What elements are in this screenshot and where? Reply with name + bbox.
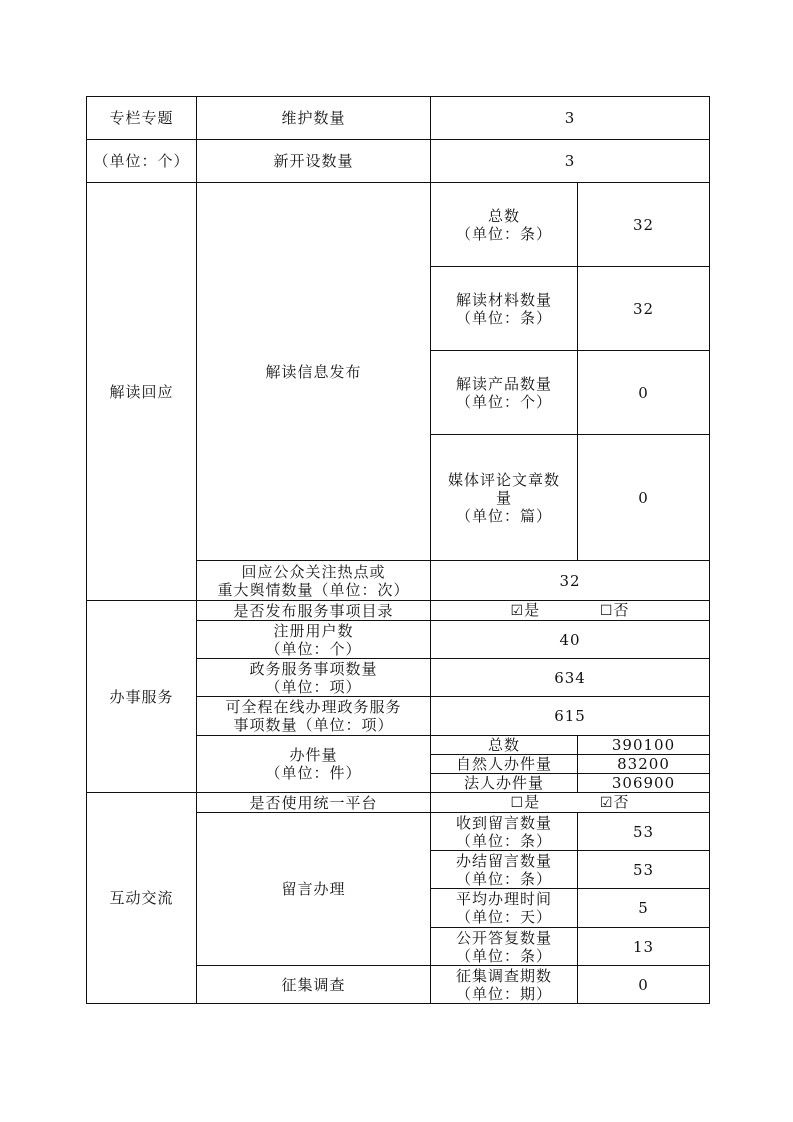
- catalog-no-option[interactable]: ☐否: [599, 601, 630, 619]
- media-value: 0: [578, 435, 710, 561]
- publish-label: 解读信息发布: [197, 183, 431, 561]
- received-value: 53: [578, 813, 710, 851]
- public-reply-value: 13: [578, 928, 710, 966]
- items-label: 政务服务事项数量 （单位：项）: [197, 659, 431, 697]
- items-value: 634: [431, 659, 710, 697]
- catalog-yes-option[interactable]: ☑是: [510, 601, 541, 619]
- online-label: 可全程在线办理政务服务 事项数量（单位：项）: [197, 697, 431, 736]
- users-value: 40: [431, 621, 710, 659]
- report-table: [86, 96, 710, 1004]
- special-label-bottom: （单位：个）: [87, 140, 197, 183]
- maintain-label: 维护数量: [197, 97, 431, 140]
- product-value: 0: [578, 351, 710, 435]
- interpret-label: 解读回应: [87, 183, 197, 601]
- platform-options: [431, 793, 710, 813]
- checked-box-icon: ☑: [599, 795, 614, 811]
- cases-label: 办件量 （单位：件）: [197, 736, 431, 793]
- closed-value: 53: [578, 851, 710, 889]
- interpret-total-value: 32: [578, 183, 710, 267]
- checked-box-icon: ☑: [510, 603, 525, 619]
- cases-legal-value: 306900: [578, 774, 710, 793]
- users-label: 注册用户数 （单位：个）: [197, 621, 431, 659]
- cases-natural-value: 83200: [578, 755, 710, 774]
- closed-label: 办结留言数量 （单位：条）: [431, 851, 578, 889]
- new-value: 3: [431, 140, 710, 183]
- empty-box-icon: ☐: [510, 795, 525, 811]
- cases-natural-label: 自然人办件量: [431, 755, 578, 774]
- survey-periods-value: 0: [578, 966, 710, 1004]
- interpret-total-label: 总数 （单位：条）: [431, 183, 578, 267]
- catalog-label: 是否发布服务事项目录: [197, 601, 431, 621]
- survey-periods-label: 征集调查期数 （单位：期）: [431, 966, 578, 1004]
- maintain-value: 3: [431, 97, 710, 140]
- product-label: 解读产品数量 （单位：个）: [431, 351, 578, 435]
- material-label: 解读材料数量 （单位：条）: [431, 267, 578, 351]
- cases-legal-label: 法人办件量: [431, 774, 578, 793]
- platform-label: 是否使用统一平台: [197, 793, 431, 813]
- cases-total-value: 390100: [578, 736, 710, 755]
- special-label-top: 专栏专题: [87, 97, 197, 140]
- message-label: 留言办理: [197, 813, 431, 966]
- catalog-options: [431, 601, 710, 621]
- empty-box-icon: ☐: [599, 603, 614, 619]
- online-value: 615: [431, 697, 710, 736]
- response-value: 32: [431, 561, 710, 601]
- cases-total-label: 总数: [431, 736, 578, 755]
- interact-label: 互动交流: [87, 793, 197, 1004]
- material-value: 32: [578, 267, 710, 351]
- platform-no-option[interactable]: ☑否: [599, 793, 630, 811]
- new-label: 新开设数量: [197, 140, 431, 183]
- platform-yes-option[interactable]: ☐是: [510, 793, 541, 811]
- avg-time-label: 平均办理时间 （单位：天）: [431, 889, 578, 928]
- avg-time-value: 5: [578, 889, 710, 928]
- response-label: 回应公众关注热点或 重大舆情数量（单位：次）: [197, 561, 431, 601]
- public-reply-label: 公开答复数量 （单位：条）: [431, 928, 578, 966]
- media-label: 媒体评论文章数 量 （单位：篇）: [431, 435, 578, 561]
- received-label: 收到留言数量 （单位：条）: [431, 813, 578, 851]
- service-label: 办事服务: [87, 601, 197, 793]
- survey-label: 征集调查: [197, 966, 431, 1004]
